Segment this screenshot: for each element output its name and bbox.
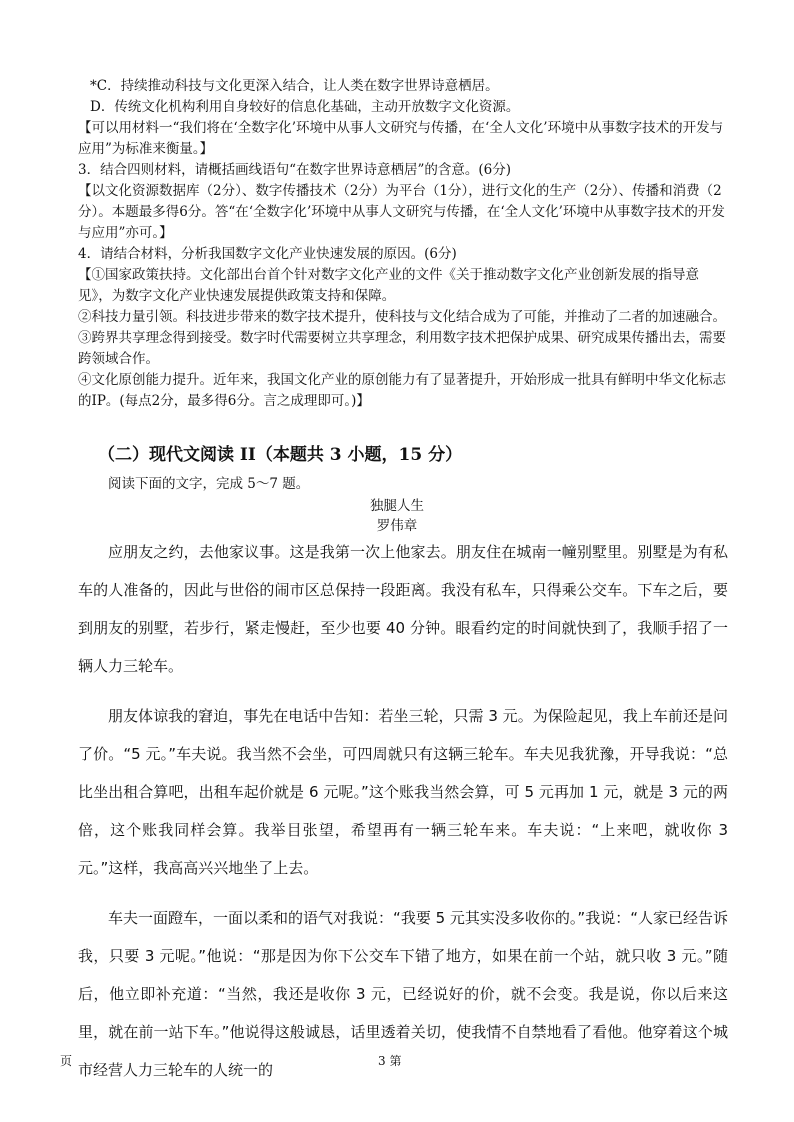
option-c: *C．持续推动科技与文化更深入结合，让人类在数字世界诗意栖居。 [90, 78, 499, 94]
question-3: 3．结合四则材料，请概括画线语句“在数字世界诗意栖居”的含意。(6分) [78, 162, 512, 178]
story-body [78, 533, 728, 1101]
question-4: 4．请结合材料，分析我国数字文化产业快速发展的原因。(6分) [78, 246, 457, 262]
story-paragraph-3: 车夫一面蹬车，一面以柔和的语气对我说：“我要 5 元其实没多收你的。”我说：“人家已经告诉我，只要 3 元呢。”他说：“那是因为你下公交车下错了地方，如果在前一个站，就只收 3 元。”随后，他立即补充道：“当然，我还是收你 3 元，已经说好的价，就不会变。我是说，你以后来这里，就在前一站下车。”他说得这般诚恳，话里透着关切，使我情不自禁地看了看他。他穿着这个城市经营人力三轮车的人统一的 [78, 909, 728, 1079]
answer-4-point-1: 【①国家政策扶持。文化部出台首个针对数字文化产业的文件《关于推动数字文化产业创新发展的指导意见》，为数字文化产业快速发展提供政策支持和保障。 [78, 267, 699, 304]
footer-page-label: 页 [60, 1054, 73, 1068]
answer-note-1: 【可以用材料一“我们将在‘全数字化’环境中从事人文研究与传播，在‘全人文化’环境中从事数字技术的开发与应用”为标准来衡量。】 [78, 120, 724, 157]
answer-4-point-4: ④文化原创能力提升。近年来，我国文化产业的原创能力有了显著提升，开始形成一批具有鲜明中华文化标志的IP。(每点2分，最多得6分。言之成理即可。)】 [78, 372, 726, 409]
answer-block [78, 76, 728, 412]
answer-4-point-3: ③跨界共享理念得到接受。数字时代需要树立共享理念，利用数字技术把保护成果、研究成果传播出去，需要跨领域合作。 [78, 330, 726, 367]
answer-3: 【以文化资源数据库（2分）、数字传播技术（2分）为平台（1分），进行文化的生产（2分）、传播和消费（2分）。本题最多得6分。答“在‘全数字化’环境中从事人文研究与传播，在‘全人文化’环境中从事数字技术的开发与应用”亦可。】 [78, 183, 725, 241]
section-heading: （二）现代文阅读 II（本题共 3 小题，15 分） [98, 445, 463, 465]
story-author: 罗伟章 [376, 518, 418, 534]
option-d: D．传统文化机构利用自身较好的信息化基础，主动开放数字文化资源。 [90, 99, 520, 115]
reading-instruction: 阅读下面的文字，完成 5～7 题。 [108, 476, 310, 492]
story-title: 独腿人生 [370, 498, 424, 514]
story-paragraph-1: 应朋友之约，去他家议事。这是我第一次上他家去。朋友住在城南一幢别墅里。别墅是为有私车的人准备的，因此与世俗的闹市区总保持一段距离。我没有私车，只得乘公交车。下车之后，要到朋友的别墅，若步行，紧走慢赶，至少也要 40 分钟。眼看约定的时间就快到了，我顺手招了一辆人力三轮车。 [78, 543, 728, 675]
story-paragraph-2: 朋友体谅我的窘迫，事先在电话中告知：若坐三轮，只需 3 元。为保险起见，我上车前还是问了价。“5 元。”车夫说。我当然不会坐，可四周就只有这辆三轮车。车夫见我犹豫，开导我说：“总比坐出租合算吧，出租车起价就是 6 元呢。”这个账我当然会算，可 5 元再加 1 元，就是 3 元的两倍，这个账我同样会算。我举目张望，希望再有一辆三轮车来。车夫说：“上来吧，就收你 3 元。”这样，我高高兴兴地坐了上去。 [78, 707, 728, 877]
footer-page-number: 3 第 [378, 1054, 402, 1068]
answer-4-point-2: ②科技力量引领。科技进步带来的数字技术提升，使科技与文化结合成为了可能，并推动了二者的加速融合。 [78, 309, 726, 325]
